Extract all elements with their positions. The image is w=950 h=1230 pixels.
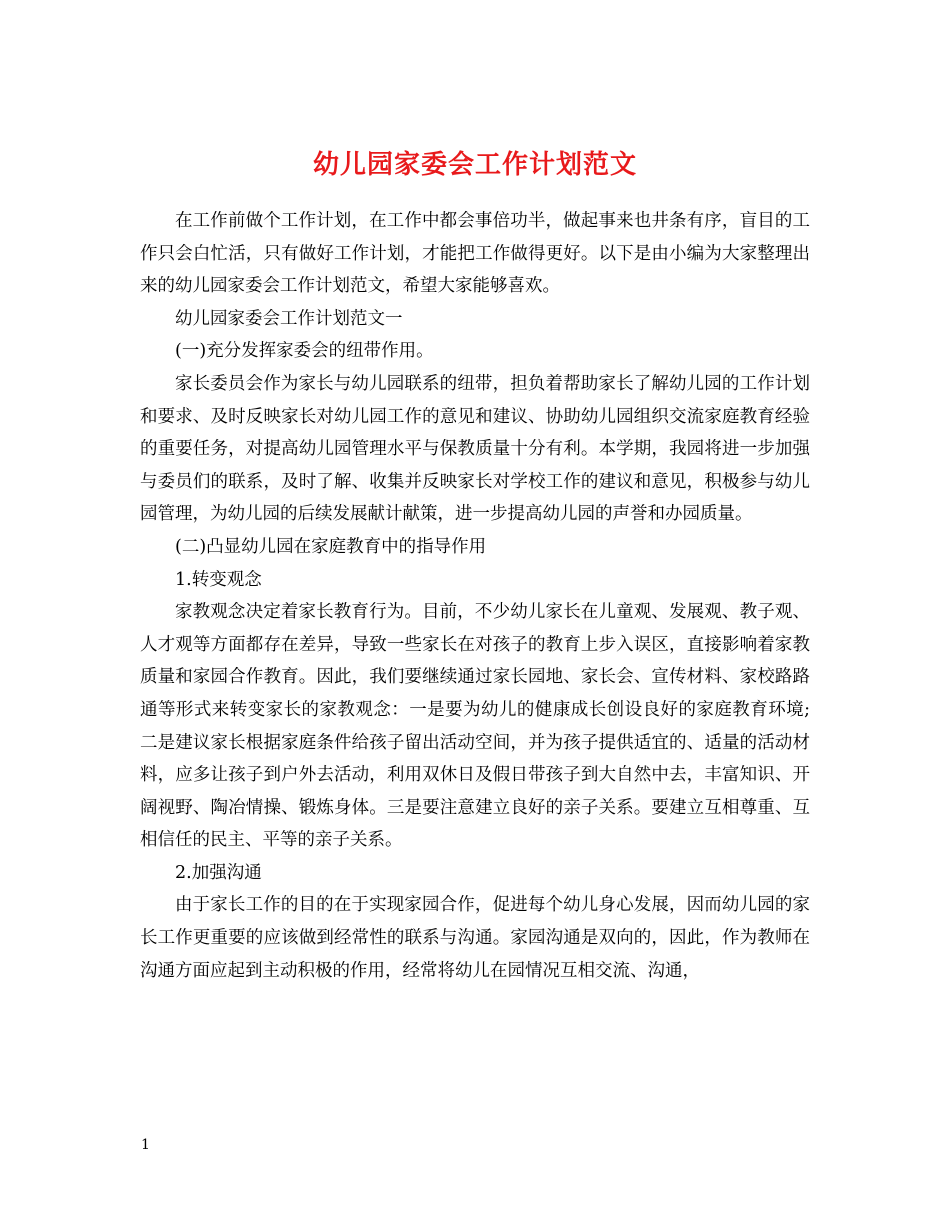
paragraph-communication: 由于家长工作的目的在于实现家园合作，促进每个幼儿身心发展，因而幼儿园的家长工作更重要的应该做到经常性的联系与沟通。家园沟通是双向的，因此，作为教师在沟通方面应起到主动积极的作用，经常将幼儿在园情况互相交流、沟通， xyxy=(140,895,810,981)
paragraph-committee-role: 家长委员会作为家长与幼儿园联系的纽带，担负着帮助家长了解幼儿园的工作计划和要求、及时反映家长对幼儿园工作的意见和建议、协助幼儿园组织交流家庭教育经验的重要任务，对提高幼儿园管理水平与保教质量十分有利。本学期，我园将进一步加强与委员们的联系，及时了解、收集并反映家长对学校工作的建议和意见，积极参与幼儿园管理，为幼儿园的后续发展献计献策，进一步提高幼儿园的声誉和办园质量。 xyxy=(140,373,810,525)
paragraph-intro: 在工作前做个工作计划，在工作中都会事倍功半，做起事来也井条有序，盲目的工作只会白忙活，只有做好工作计划，才能把工作做得更好。以下是由小编为大家整理出来的幼儿园家委会工作计划范文，希望大家能够喜欢。 xyxy=(140,211,810,297)
paragraph-heading-communication: 2.加强沟通 xyxy=(175,862,262,883)
document-body xyxy=(140,205,810,987)
paragraph-heading-sample-one: 幼儿园家委会工作计划范文一 xyxy=(175,308,403,329)
document-title: 幼儿园家委会工作计划范文 xyxy=(312,150,637,181)
paragraph-change-concepts: 家教观念决定着家长教育行为。目前，不少幼儿家长在儿童观、发展观、教子观、人才观等方面都存在差异，导致一些家长在对孩子的教育上步入误区，直接影响着家教质量和家园合作教育。因此，我们要继续通过家长园地、家长会、宣传材料、家校路路通等形式来转变家长的家教观念：一是要为幼儿的健康成长创设良好的家庭教育环境;二是建议家长根据家庭条件给孩子留出活动空间，并为孩子提供适宜的、适量的活动材料，应多让孩子到户外去活动，利用双休日及假日带孩子到大自然中去，丰富知识、开阔视野、陶冶情操、锻炼身体。三是要注意建立良好的亲子关系。要建立互相尊重、互相信任的民主、平等的亲子关系。 xyxy=(140,602,810,851)
page-number: 1 xyxy=(141,1137,150,1153)
paragraph-heading-section-one: (一)充分发挥家委会的纽带作用。 xyxy=(175,341,434,362)
paragraph-heading-change-concepts: 1.转变观念 xyxy=(175,569,262,590)
paragraph-heading-section-two: (二)凸显幼儿园在家庭教育中的指导作用 xyxy=(175,536,487,557)
